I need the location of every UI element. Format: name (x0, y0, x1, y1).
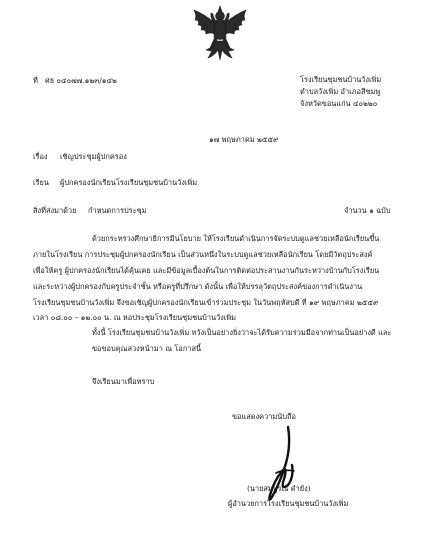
signer-name: (นายสมบูรณ์ คำยัง) (247, 484, 311, 493)
enclosure-text: กำหนดการประชุม (88, 206, 147, 215)
signer-title: ผู้อำนวยการโรงเรียนชุมชนบ้านวังเพิ่ม (228, 499, 349, 508)
body-line: ภายในโรงเรียน การประชุมผู้ปกครองนักเรียน เป็นส่วนหนึ่งในระบบดูแลช่วยเหลือนักเรียน โดยมีวัตถุประสงค์ (33, 250, 373, 259)
letter-date: ๑๗ พฤษภาคม ๒๕๕๙ (209, 135, 279, 144)
garuda-emblem (188, 4, 252, 64)
recipient-text: ผู้ปกครองนักเรียนโรงเรียนชุมชนบ้านวังเพิ่ม (60, 178, 198, 187)
body-line: ด้วยกระทรวงศึกษาธิการมีนโยบาย ให้โรงเรียนดำเนินการจัดระบบดูแลช่วยเหลือนักเรียนขึ้น (92, 234, 380, 243)
enclosure-count: จำนวน ๑ ฉบับ (344, 206, 391, 215)
body-line: และระหว่างผู้ปกครองกับครูประจำชั้น หรือครูที่ปรึกษา ดังนั้น เพื่อให้บรรลุวัตถุประสงค์ของการดำเนินงาน (33, 282, 363, 291)
body-line: ทั้งนี้ โรงเรียนชุมชนบ้านวังเพิ่ม หวังเป็นอย่างยิ่งว่าจะได้รับความร่วมมือจากท่านเป็นอย่างดี และ (92, 328, 392, 337)
enclosure-label: สิ่งที่ส่งมาด้วย (33, 206, 77, 215)
recipient-label: เรียน (33, 178, 49, 187)
subject-text: เชิญประชุมผู้ปกครอง (60, 152, 127, 161)
body-line: เวลา ๐๘.๐๐ – ๑๒.๐๐ น. ณ หอประชุมโรงเรียนชุมชนบ้านวังเพิ่ม (33, 313, 237, 322)
body-line: เพื่อให้ครู ผู้ปกครองนักเรียนได้คุ้นเคย และมีข้อมูลเบื้องต้นในการติดต่อประสานงานกันระหว่างบ้านกับโรงเรียน (33, 266, 380, 275)
body-line: โรงเรียนชุมชนบ้านวังเพิ่ม จึงขอเชิญผู้ปกครองนักเรียนเข้าร่วมประชุม ในวันพฤหัสบดี ที่ ๑๙ พฤษภาคม ๒๕๕๙ (33, 298, 379, 307)
regards-text: ขอแสดงความนับถือ (232, 412, 296, 421)
sender-school: โรงเรียนชุมชนบ้านวังเพิ่ม (300, 75, 382, 84)
sender-subdistrict: ตำบลวังเพิ่ม อำเภอสีชมพู (300, 87, 381, 96)
closing-text: จึงเรียนมาเพื่อทราบ (92, 377, 155, 386)
body-line: ขอขอบคุณล่วงหน้ามา ณ โอกาสนี้ (92, 344, 202, 353)
ref-label: ที่ (33, 76, 38, 85)
handwritten-signature (258, 425, 308, 505)
ref-number: ศธ ๐๔๐๗๗.๑๒๓/๑๔๒ (45, 76, 117, 85)
sender-province: จังหวัดขอนแก่น ๔๐๒๒๐ (300, 99, 378, 108)
subject-label: เรื่อง (33, 152, 48, 161)
